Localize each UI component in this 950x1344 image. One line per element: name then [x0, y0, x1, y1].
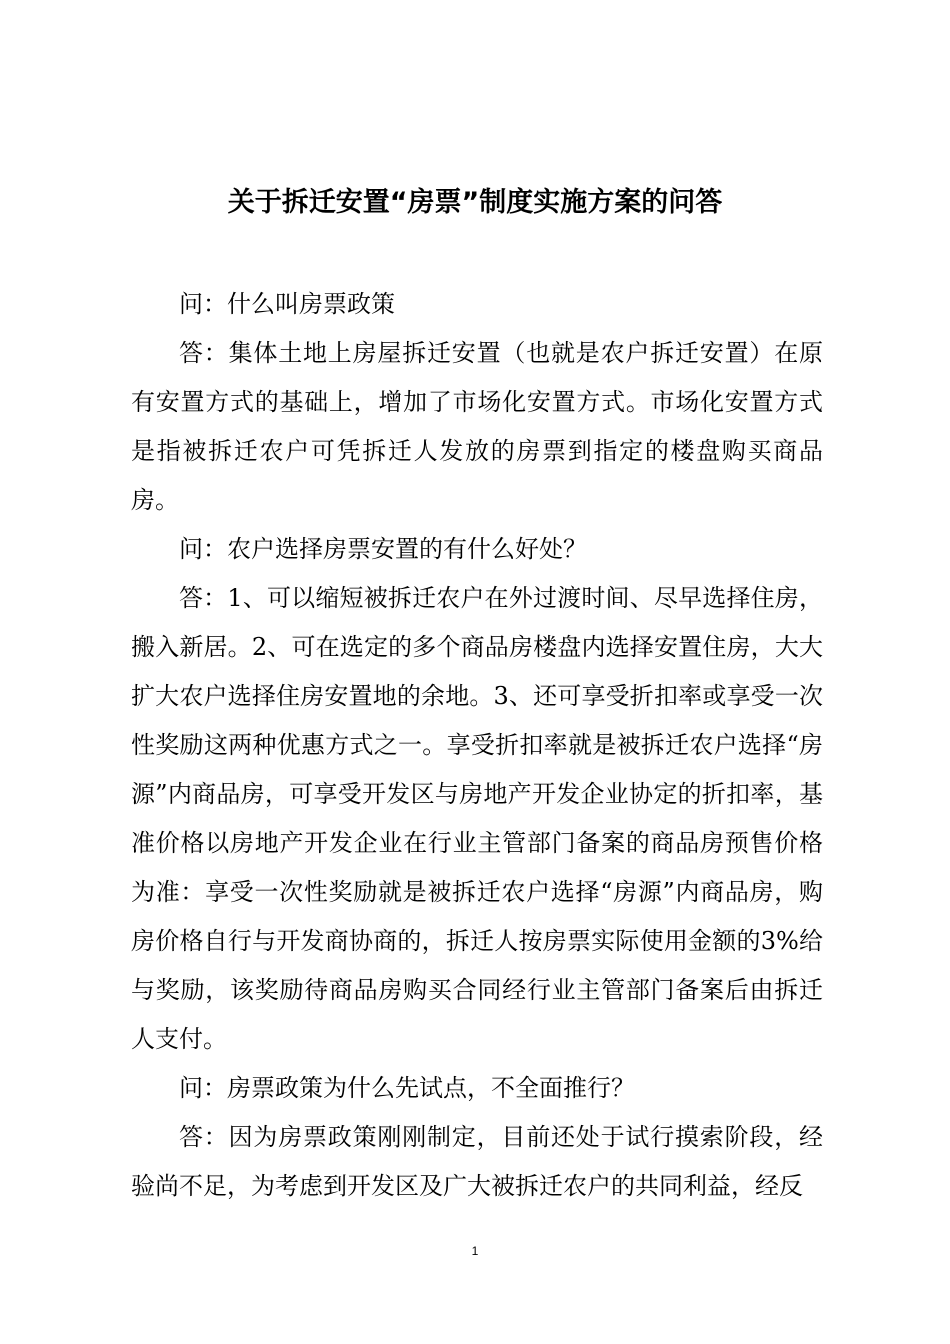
- question-what-is-house-ticket: 问：什么叫房票政策: [179, 290, 395, 318]
- document-title: 关于拆迁安置“房票”制度实施方案的问答: [227, 187, 723, 218]
- question-why-pilot: 问：房票政策为什么先试点，不全面推行？: [179, 1074, 635, 1102]
- page-number: 1: [471, 1244, 479, 1258]
- answer-benefits: 答：1、可以缩短被拆迁农户在外过渡时间、尽早选择住房，搬入新居。2、可在选定的多个商品房楼盘内选择安置住房，大大扩大农户选择住房安置地的余地。3、还可享受折扣率或享受一次性奖励这两种优惠方式之一。享受折扣率就是被拆迁农户选择“房源”内商品房，可享受开发区与房地产开发企业协定的折扣率，基准价格以房地产开发企业在行业主管部门备案的商品房预售价格为准：享受一次性奖励就是被拆迁农户选择“房源”内商品房，购房价格自行与开发商协商的，拆迁人按房票实际使用金额的3%给与奖励，该奖励待商品房购买合同经行业主管部门备案后由拆迁人支付。: [131, 584, 823, 1053]
- question-benefits: 问：农户选择房票安置的有什么好处？: [179, 535, 587, 563]
- document-body: [131, 280, 823, 1211]
- answer-why-pilot: 答：因为房票政策刚刚制定，目前还处于试行摸索阶段，经验尚不足，为考虑到开发区及广大被拆迁农户的共同利益，经反: [131, 1123, 823, 1200]
- answer-what-is-house-ticket: 答：集体土地上房屋拆迁安置（也就是农户拆迁安置）在原有安置方式的基础上，增加了市场化安置方式。市场化安置方式是指被拆迁农户可凭拆迁人发放的房票到指定的楼盘购买商品房。: [131, 339, 823, 514]
